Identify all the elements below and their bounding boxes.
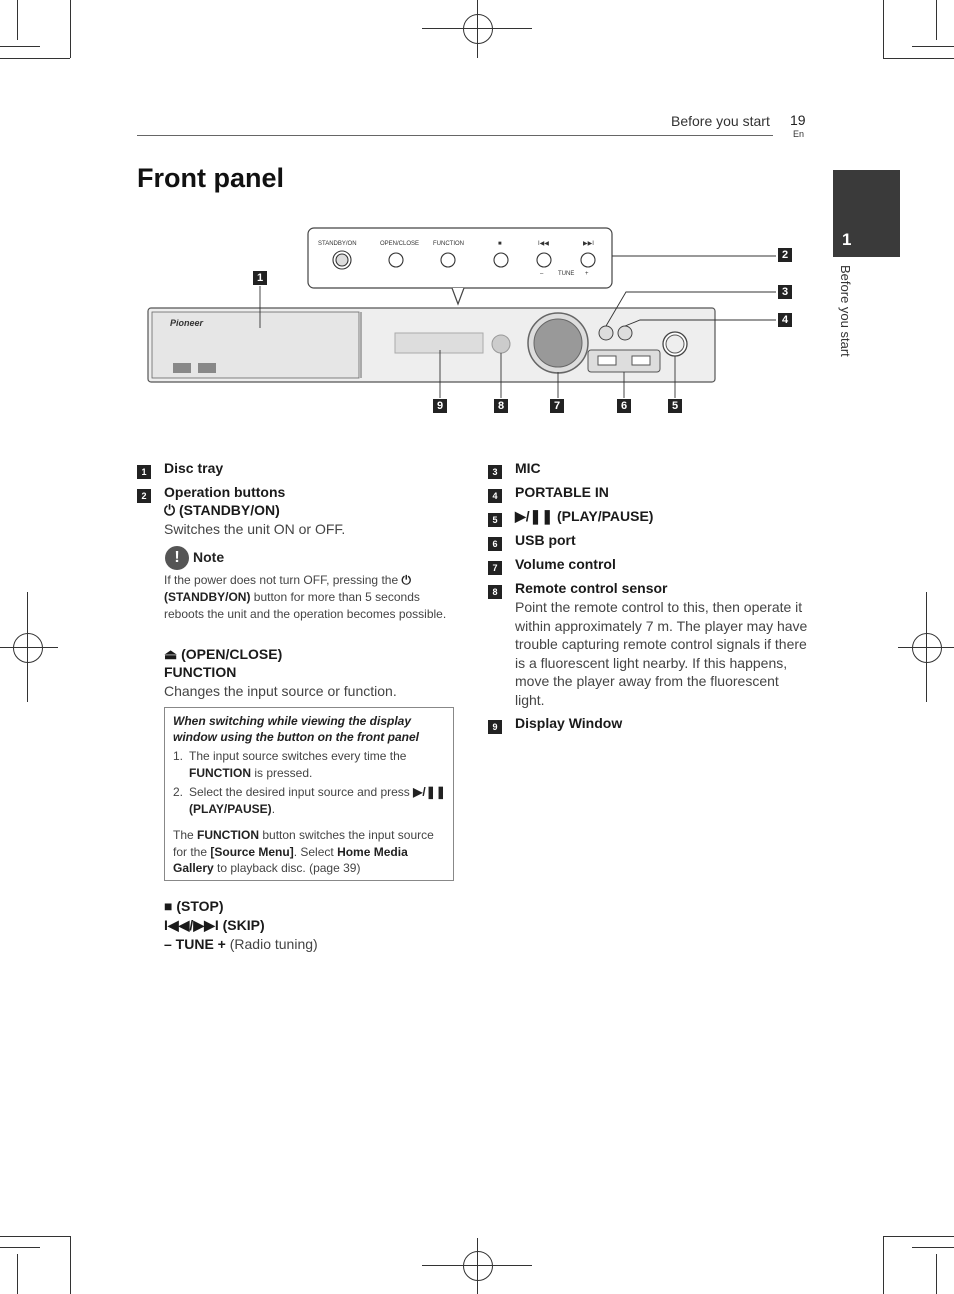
item-label-portable-in: PORTABLE IN: [515, 484, 609, 500]
crop-mark: [883, 1236, 954, 1237]
item-number: 3: [488, 462, 502, 480]
crop-mark: [883, 1236, 884, 1294]
chapter-title: Before you start: [838, 265, 853, 357]
callout-5: 5: [668, 399, 682, 413]
function-desc: Changes the input source or function.: [164, 683, 397, 699]
item-label-play-pause: ▶/❚❚ (PLAY/PAUSE): [515, 508, 654, 524]
brand-logo: Pioneer: [170, 318, 204, 328]
crop-mark: [936, 1254, 937, 1294]
crop-mark: [17, 0, 18, 40]
tune-label: TUNE: [558, 271, 575, 277]
btn-label-prev: I◀◀: [538, 241, 549, 247]
callout-9: 9: [433, 399, 447, 413]
crop-mark: [0, 1247, 40, 1248]
crop-mark: [912, 46, 954, 47]
note-icon: !: [165, 546, 189, 570]
crop-mark: [0, 58, 70, 59]
registration-mark: [463, 14, 493, 44]
info-box-step-2: 2. Select the desired input source and press ▶/❚❚ (PLAY/PAUSE).: [173, 785, 446, 816]
btn-label-stop: ■: [498, 241, 502, 247]
crop-mark: [0, 1236, 70, 1237]
crop-mark: [912, 1247, 954, 1248]
registration-mark: [912, 633, 942, 663]
item-label-volume: Volume control: [515, 556, 616, 572]
item-number: 1: [137, 462, 151, 480]
callout-7: 7: [550, 399, 564, 413]
language-code: En: [793, 129, 805, 139]
callout-1: 1: [253, 271, 267, 285]
btn-label-function: FUNCTION: [433, 241, 464, 247]
callout-2: 2: [778, 248, 792, 262]
tune-minus: –: [540, 271, 544, 277]
item-number: 8: [488, 582, 502, 600]
item-number: 9: [488, 717, 502, 735]
item-label-remote-sensor: Remote control sensor: [515, 580, 668, 596]
crop-mark: [936, 0, 937, 40]
chapter-number: 1: [842, 230, 852, 249]
callout-3: 3: [778, 285, 792, 299]
item-number: 7: [488, 558, 502, 576]
btn-label-open: OPEN/CLOSE: [380, 241, 420, 247]
crop-mark: [0, 46, 40, 47]
remote-sensor-desc: Point the remote control to this, then operate it within approximately 7 m. The player may have trouble capturing remote control signals if there is a fluorescent light nearby. If this happens, move the player away from the fluorescent light.: [515, 599, 808, 708]
info-box-title: When switching while viewing the display window using the button on the front panel: [173, 714, 419, 744]
item-label-operation-buttons: Operation buttons: [164, 484, 286, 500]
registration-mark: [463, 1251, 493, 1281]
info-box-paragraph: The FUNCTION button switches the input source for the [Source Menu]. Select Home Media Gallery to playback disc. (page 39): [173, 828, 434, 875]
item-label-mic: MIC: [515, 460, 541, 476]
info-box-step-1: 1. The input source switches every time the FUNCTION is pressed.: [173, 749, 407, 780]
item-number: 5: [488, 510, 502, 528]
callout-8: 8: [494, 399, 508, 413]
front-panel-diagram: [140, 220, 820, 420]
page-title: Front panel: [137, 163, 284, 193]
crop-mark: [17, 1254, 18, 1294]
header-rule: [137, 135, 773, 136]
function-label: FUNCTION: [164, 664, 237, 680]
note-heading: Note: [193, 549, 225, 565]
btn-label-standby: STANDBY/ON: [318, 241, 357, 247]
page-number: 19: [790, 112, 806, 128]
standby-label: ⏻ (STANDBY/ON): [164, 502, 280, 518]
registration-mark: [13, 633, 43, 663]
item-label-disc-tray: Disc tray: [164, 460, 224, 476]
tune-plus: +: [585, 271, 589, 277]
crop-mark: [883, 0, 884, 58]
standby-desc: Switches the unit ON or OFF.: [164, 521, 346, 537]
tune-line: – TUNE + (Radio tuning): [164, 936, 318, 952]
info-box: [164, 707, 454, 881]
item-label-display-window: Display Window: [515, 715, 623, 731]
item-number: 2: [137, 486, 151, 504]
skip-label: I◀◀/▶▶I (SKIP): [164, 917, 265, 933]
note-text: If the power does not turn OFF, pressing the ⏻ (STANDBY/ON) button for more than 5 seconds reboots the unit and the operation becomes possible.: [164, 573, 447, 621]
callout-6: 6: [617, 399, 631, 413]
item-number: 6: [488, 534, 502, 552]
crop-mark: [883, 58, 954, 59]
item-number: 4: [488, 486, 502, 504]
crop-mark: [70, 1236, 71, 1294]
callout-4: 4: [778, 313, 792, 327]
open-close-label: ⏏ (OPEN/CLOSE): [164, 646, 283, 662]
item-label-usb-port: USB port: [515, 532, 576, 548]
btn-label-next: ▶▶I: [583, 241, 594, 247]
header-section: Before you start: [671, 113, 770, 129]
stop-label: ■ (STOP): [164, 898, 224, 914]
crop-mark: [70, 0, 71, 58]
